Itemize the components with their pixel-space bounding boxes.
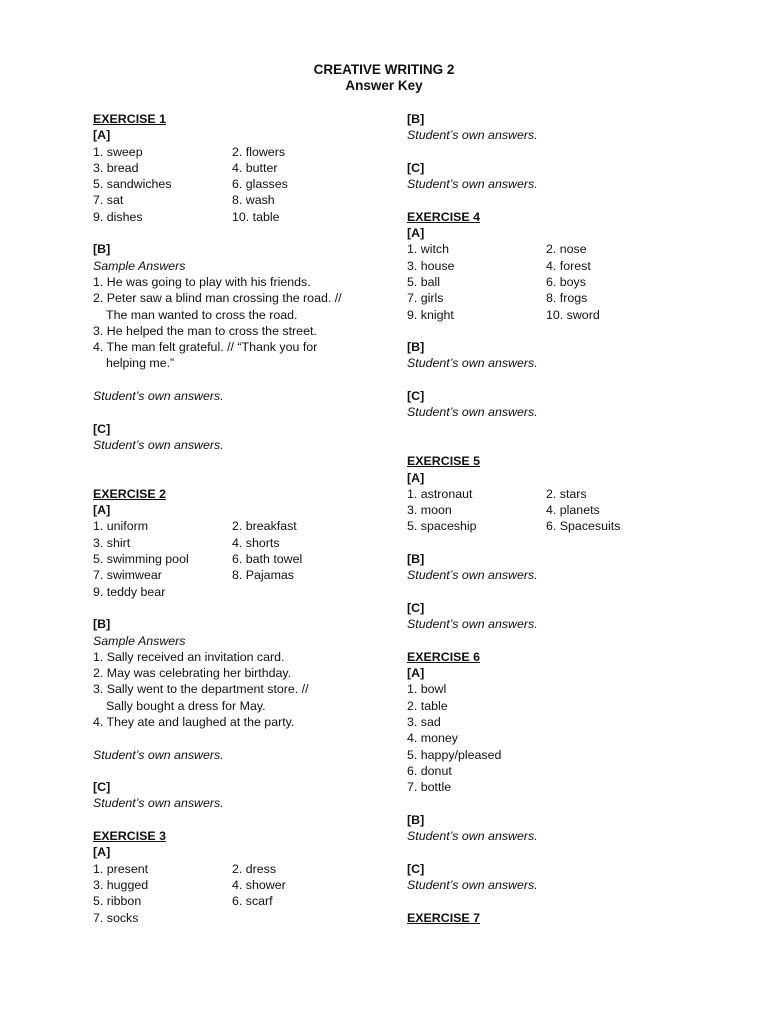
answer-row xyxy=(93,893,388,909)
answer-row xyxy=(93,567,388,583)
exercise-2-part-b-label: [B] xyxy=(93,617,111,632)
answer-item: 6. boys xyxy=(546,274,586,289)
answer-row xyxy=(407,486,707,502)
sample-answer-line: helping me.” xyxy=(106,356,175,371)
answer-row xyxy=(93,176,388,192)
answer-item: 7. sat xyxy=(93,193,124,208)
exercise-2-section xyxy=(93,486,388,812)
answer-item: 2. dress xyxy=(232,861,277,876)
exercise-7-title: EXERCISE 7 xyxy=(407,910,480,925)
answer-row xyxy=(93,160,388,176)
sample-answer-line: 3. Sally went to the department store. // xyxy=(93,682,309,697)
exercise-1-part-a-label: [A] xyxy=(93,128,111,143)
answer-item: 3. shirt xyxy=(93,535,131,550)
continued-section xyxy=(407,111,707,192)
sample-answer-line: 3. He helped the man to cross the street. xyxy=(93,323,317,338)
answer-item: 3. house xyxy=(407,258,455,273)
exercise-3-section xyxy=(93,828,388,926)
sample-answers-note: Sample Answers xyxy=(93,633,186,648)
answer-item: 6. glasses xyxy=(232,177,288,192)
exercise-4-part-c-label: [C] xyxy=(407,389,425,404)
answer-row xyxy=(93,551,388,567)
answer-row xyxy=(93,861,388,877)
answer-item: 3. sad xyxy=(407,714,441,729)
students-own-answers: Student’s own answers. xyxy=(407,177,538,192)
students-own-answers: Student’s own answers. xyxy=(407,617,538,632)
exercise-1-part-c-label: [C] xyxy=(93,421,111,436)
answer-item: 7. girls xyxy=(407,291,444,306)
answer-item: 4. money xyxy=(407,731,458,746)
answer-row xyxy=(407,502,707,518)
answer-row xyxy=(93,877,388,893)
answer-item: 2. breakfast xyxy=(232,519,297,534)
exercise-1-section xyxy=(93,111,388,453)
exercise-7-section xyxy=(407,910,707,926)
exercise-1-part-b-label: [B] xyxy=(93,242,111,257)
answer-item: 4. shower xyxy=(232,877,286,892)
exercise-5-title: EXERCISE 5 xyxy=(407,454,480,469)
answer-item: 9. teddy bear xyxy=(93,584,166,599)
students-own-answers: Student’s own answers. xyxy=(93,437,224,452)
answer-item: 6. scarf xyxy=(232,894,273,909)
part-c-label: [C] xyxy=(407,160,425,175)
answer-item: 3. bread xyxy=(93,160,139,175)
exercise-6-section xyxy=(407,649,707,893)
sample-answer-line: The man wanted to cross the road. xyxy=(106,307,298,322)
answer-item: 1. astronaut xyxy=(407,486,473,501)
answer-item: 2. nose xyxy=(546,242,587,257)
answer-item: 7. swimwear xyxy=(93,568,162,583)
students-own-answers: Student’s own answers. xyxy=(407,128,538,143)
exercise-6-part-c-label: [C] xyxy=(407,861,425,876)
answer-item: 7. bottle xyxy=(407,780,452,795)
sample-answer-line: 2. May was celebrating her birthday. xyxy=(93,666,292,681)
exercise-2-part-a-label: [A] xyxy=(93,503,111,518)
answer-item: 5. sandwiches xyxy=(93,177,172,192)
sample-answer-line: Sally bought a dress for May. xyxy=(106,698,266,713)
exercise-2-part-c-label: [C] xyxy=(93,780,111,795)
answer-row xyxy=(407,274,707,290)
answer-item: 4. forest xyxy=(546,258,591,273)
answer-item: 9. knight xyxy=(407,307,454,322)
answer-item: 6. Spacesuits xyxy=(546,519,621,534)
exercise-5-part-b-label: [B] xyxy=(407,552,425,567)
answer-item: 4. butter xyxy=(232,160,278,175)
answer-item: 5. ball xyxy=(407,274,441,289)
answer-item: 5. spaceship xyxy=(407,519,477,534)
exercise-1-title: EXERCISE 1 xyxy=(93,112,166,126)
exercise-5-part-a-label: [A] xyxy=(407,470,425,485)
answer-row xyxy=(93,518,388,534)
answer-item: 5. happy/pleased xyxy=(407,747,502,762)
answer-row xyxy=(93,584,388,600)
sample-answer-line: 1. Sally received an invitation card. xyxy=(93,649,285,664)
exercise-4-section xyxy=(407,209,707,421)
answer-item: 2. stars xyxy=(546,486,587,501)
answer-item: 8. Pajamas xyxy=(232,568,294,583)
answer-row xyxy=(93,192,388,208)
answer-item: 5. ribbon xyxy=(93,894,142,909)
answer-item: 2. flowers xyxy=(232,144,286,159)
answer-item: 8. wash xyxy=(232,193,275,208)
answer-item: 4. shorts xyxy=(232,535,280,550)
answer-item: 1. present xyxy=(93,861,149,876)
students-own-answers: Student’s own answers. xyxy=(407,405,538,420)
answer-item: 8. frogs xyxy=(546,291,588,306)
exercise-5-part-c-label: [C] xyxy=(407,600,425,615)
answer-item: 7. socks xyxy=(93,910,139,925)
exercise-5-section xyxy=(407,453,707,632)
answer-item: 3. hugged xyxy=(93,877,149,892)
exercise-6-part-a-label: [A] xyxy=(407,666,425,681)
answer-row xyxy=(93,144,388,160)
students-own-answers: Student’s own answers. xyxy=(407,829,538,844)
exercise-6-part-b-label: [B] xyxy=(407,812,425,827)
sample-answer-line: 4. They ate and laughed at the party. xyxy=(93,714,295,729)
answer-row xyxy=(407,290,707,306)
answer-item: 2. table xyxy=(407,698,448,713)
left-column xyxy=(93,111,388,926)
students-own-answers: Student’s own answers. xyxy=(407,877,538,892)
answer-item: 10. sword xyxy=(546,307,600,322)
sample-answer-line: 2. Peter saw a blind man crossing the road. // xyxy=(93,291,342,306)
answer-item: 3. moon xyxy=(407,503,452,518)
students-own-answers: Student’s own answers. xyxy=(407,356,538,371)
sample-answer-line: 4. The man felt grateful. // “Thank you for xyxy=(93,340,318,355)
answer-item: 6. donut xyxy=(407,763,452,778)
right-column xyxy=(407,111,707,926)
answer-row xyxy=(407,258,707,274)
exercise-6-title: EXERCISE 6 xyxy=(407,649,480,664)
exercise-4-title: EXERCISE 4 xyxy=(407,209,480,224)
answer-item: 1. sweep xyxy=(93,144,143,159)
answer-item: 1. uniform xyxy=(93,519,149,534)
students-own-answers: Student’s own answers. xyxy=(93,796,224,811)
answer-item: 1. witch xyxy=(407,242,450,257)
part-b-label: [B] xyxy=(407,112,425,126)
document-header xyxy=(0,62,768,94)
exercise-4-part-a-label: [A] xyxy=(407,226,425,241)
answer-item: 4. planets xyxy=(546,503,600,518)
answer-row xyxy=(93,209,388,225)
students-own-answers: Student’s own answers. xyxy=(93,747,224,762)
answer-row xyxy=(93,535,388,551)
exercise-4-part-b-label: [B] xyxy=(407,340,425,355)
answer-item: 5. swimming pool xyxy=(93,552,189,567)
answer-item: 10. table xyxy=(232,209,280,224)
answer-row xyxy=(407,241,707,257)
document-title: CREATIVE WRITING 2 xyxy=(313,62,455,77)
students-own-answers: Student’s own answers. xyxy=(407,568,538,583)
answer-item: 9. dishes xyxy=(93,209,143,224)
answer-row xyxy=(407,307,707,323)
answer-item: 6. bath towel xyxy=(232,552,303,567)
exercise-3-part-a-label: [A] xyxy=(93,845,111,860)
answer-row xyxy=(93,910,388,926)
answer-item: 1. bowl xyxy=(407,682,447,697)
students-own-answers: Student’s own answers. xyxy=(93,389,224,404)
document-subtitle: Answer Key xyxy=(345,78,423,93)
exercise-3-title: EXERCISE 3 xyxy=(93,829,166,844)
sample-answers-note: Sample Answers xyxy=(93,258,186,273)
exercise-2-title: EXERCISE 2 xyxy=(93,486,166,501)
answer-row xyxy=(407,518,707,534)
sample-answer-line: 1. He was going to play with his friends. xyxy=(93,274,311,289)
